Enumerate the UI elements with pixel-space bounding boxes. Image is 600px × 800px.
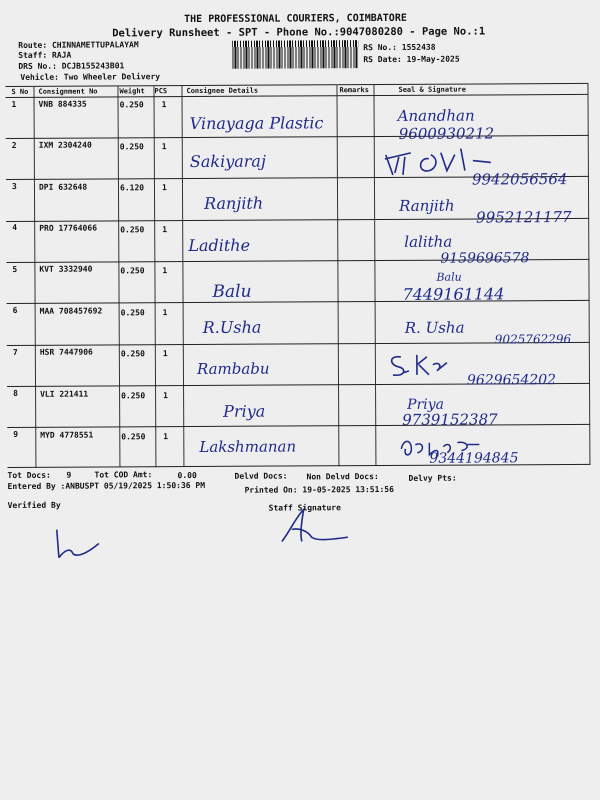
staff-signature: [278, 503, 358, 545]
receiver-signature: Priya: [407, 396, 445, 413]
staff-label: Staff: RAJA: [18, 50, 72, 60]
row-weight: 0.250: [120, 266, 145, 276]
receiver-phone: 7449161144: [402, 284, 505, 304]
row-pcs: 1: [161, 142, 167, 152]
tot-docs-label: Tot Docs:: [7, 470, 51, 480]
row-consignment: MYD 4778551: [40, 430, 94, 440]
row-weight: 0.250: [120, 308, 145, 318]
row-weight: 0.250: [121, 432, 146, 442]
row-sno: 5: [12, 264, 18, 274]
row-sno: 6: [12, 305, 18, 315]
col-sno: S No: [11, 87, 29, 96]
verified-by-label: Verified By: [7, 500, 61, 510]
receiver-phone: 9739152387: [402, 410, 498, 429]
row-weight: 0.250: [119, 142, 144, 152]
staff-signature-label: Staff Signature: [268, 503, 341, 513]
receiver-phone: 9600930212: [398, 124, 495, 143]
receiver-phone: 9629654202: [466, 372, 557, 389]
row-consignment: MAA 708457692: [39, 306, 103, 316]
printed-on: Printed On: 19-05-2025 13:51:56: [244, 484, 394, 495]
runsheet-subtitle: Delivery Runsheet - SPT - Phone No.:9047080280 - Page No.:1: [112, 25, 486, 40]
receiver-signature: R. Usha: [404, 318, 465, 337]
receiver-signature: Anandhan: [397, 106, 475, 125]
row-consignment: DPI 632648: [38, 182, 88, 192]
barcode-image: [232, 40, 358, 69]
row-consignment: HSR 7447906: [39, 347, 93, 357]
row-weight: 0.250: [121, 391, 146, 401]
row-sno: 7: [12, 347, 18, 357]
row-weight: 6.120: [119, 183, 145, 193]
row-sno: 3: [11, 181, 17, 191]
receiver-phone: 9025762296: [494, 332, 572, 347]
consignee-handwriting: R.Usha: [202, 317, 262, 337]
row-consignment: VNB 884335: [38, 99, 87, 109]
row-consignment: KVT 3332940: [39, 264, 93, 274]
receiver-signature: [387, 351, 457, 381]
row-pcs: 1: [162, 266, 168, 276]
tot-docs-value: 9: [66, 470, 72, 480]
row-pcs: 1: [161, 100, 167, 110]
row-consignment: VLI 221411: [40, 389, 89, 399]
consignee-handwriting: Rambabu: [196, 359, 270, 378]
receiver-signature: lalitha: [404, 232, 453, 251]
row-pcs: 1: [163, 391, 168, 401]
receiver-signature: Ranjith: [399, 196, 455, 215]
drs-number: DRS No.: DCJB155243B01: [18, 61, 125, 71]
row-sno: 4: [12, 222, 18, 232]
col-seal-signature: Seal & Signature: [398, 85, 466, 94]
row-consignment: IXM 2304240: [38, 140, 92, 150]
consignee-handwriting: Priya: [223, 401, 266, 421]
non-delvd-docs-label: Non Delvd Docs:: [306, 472, 379, 482]
runsheet-table: [5, 83, 590, 468]
col-pcs: PCS: [154, 87, 168, 96]
row-pcs: 1: [162, 349, 168, 359]
consignee-handwriting: Ladithe: [188, 235, 251, 256]
verifier-signature: [51, 523, 107, 563]
rs-date: RS Date: 19-May-2025: [363, 54, 460, 65]
row-weight: 0.250: [119, 100, 144, 110]
consignee-handwriting: Vinayaga Plastic: [189, 113, 324, 134]
col-consignee: Consignee Details: [186, 86, 259, 96]
row-pcs: 1: [162, 225, 168, 235]
col-weight: Weight: [119, 87, 145, 96]
row-consignment: PRO 17764066: [39, 223, 98, 233]
consignee-handwriting: Sakiyaraj: [189, 151, 266, 172]
row-weight: 0.250: [120, 225, 145, 235]
delvd-docs-label: Delvd Docs:: [234, 471, 288, 481]
row-sno: 2: [11, 140, 17, 150]
route-label: Route: CHINNAMETTUPALAYAM: [18, 40, 139, 50]
consignee-handwriting: Lakshmanan: [199, 437, 297, 456]
receiver-phone: 9952121177: [476, 208, 572, 227]
consignee-handwriting: Balu: [212, 281, 252, 302]
col-consignment: Consignment No: [38, 87, 98, 96]
consignee-handwriting: Ranjith: [204, 193, 264, 213]
receiver-phone: 9942056564: [471, 170, 568, 189]
receiver-phone: 9159696578: [440, 250, 530, 267]
row-weight: 0.250: [120, 349, 145, 359]
col-remarks: Remarks: [339, 86, 370, 95]
receiver-signature: Balu: [436, 270, 462, 284]
row-pcs: 1: [161, 183, 167, 193]
rs-number: RS No.: 1552438: [363, 42, 436, 53]
row-sno: 9: [13, 429, 19, 439]
entered-by: Entered By :ANBUSPT 05/19/2025 1:50:36 PM: [7, 480, 206, 491]
receiver-phone: 9344194845: [429, 450, 519, 467]
row-sno: 1: [11, 99, 17, 109]
vehicle-label: Vehicle: Two Wheeler Delivery: [20, 72, 161, 82]
row-pcs: 1: [163, 432, 169, 442]
company-title: THE PROFESSIONAL COURIERS, COIMBATORE: [184, 12, 407, 26]
delvy-pts-label: Delvy Pts:: [408, 473, 457, 483]
tot-cod-value: 0.00: [177, 470, 197, 481]
tot-cod-label: Tot COD Amt:: [94, 470, 153, 480]
row-pcs: 1: [162, 308, 168, 318]
row-sno: 8: [13, 388, 18, 398]
